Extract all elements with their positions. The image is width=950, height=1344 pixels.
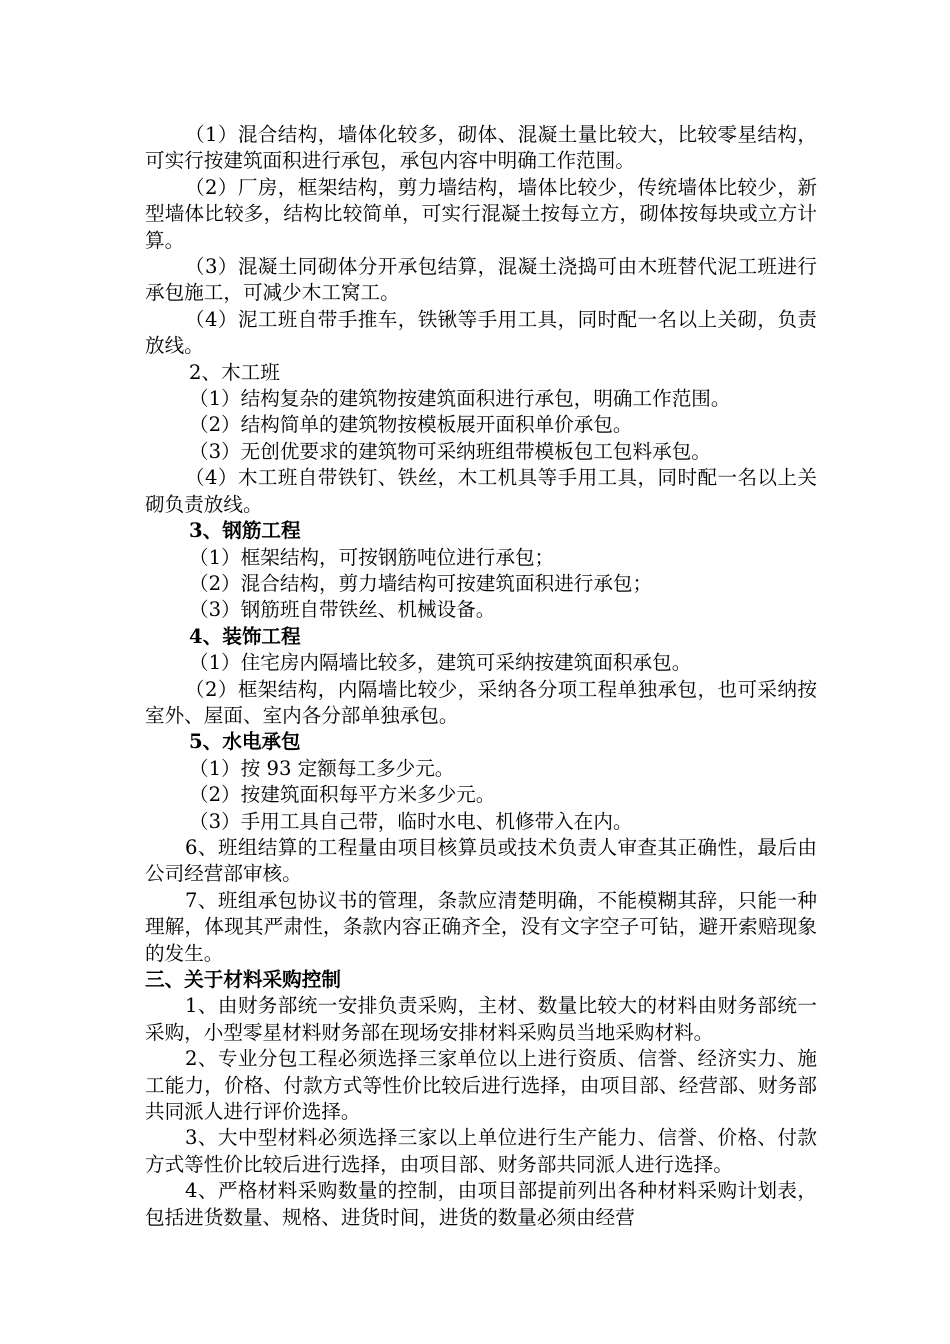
paragraph-carpentry-3: （3）无创优要求的建筑物可采纳班组带模板包工包料承包。 (189, 439, 711, 463)
paragraph-masonry-1: （1）混合结构，墙体化较多，砌体、混凝土量比较大，比较零星结构，可实行按建筑面积进行承包，承包内容中明确工作范围。 (145, 123, 817, 173)
paragraph-rebar-2: （2）混合结构，剪力墙结构可按建筑面积进行承包； (189, 571, 653, 595)
heading-plumbing: 5、水电承包 (189, 730, 301, 754)
paragraph-carpentry-2: （2）结构简单的建筑物按模板展开面积单价承包。 (189, 413, 633, 437)
paragraph-procurement-4: 4、严格材料采购数量的控制，由项目部提前列出各种材料采购计划表，包括进货数量、规格、进货时间，进货的数量必须由经营 (145, 1179, 817, 1229)
paragraph-masonry-2: （2）厂房，框架结构，剪力墙结构，墙体比较少，传统墙体比较少，新型墙体比较多，结构比较简单，可实行混凝土按每立方，砌体按每块或立方计算。 (145, 175, 817, 252)
paragraph-masonry-3: （3）混凝土同砌体分开承包结算，混凝土浇捣可由木班替代泥工班进行承包施工，可减少木工窝工。 (145, 255, 817, 305)
paragraph-plumbing-2: （2）按建筑面积每平方米多少元。 (189, 783, 496, 807)
paragraph-carpentry-1: （1）结构复杂的建筑物按建筑面积进行承包，明确工作范围。 (189, 387, 731, 411)
subheading-carpentry: 2、木工班 (189, 360, 280, 384)
paragraph-rebar-1: （1）框架结构，可按钢筋吨位进行承包； (189, 545, 555, 569)
paragraph-masonry-4: （4）泥工班自带手推车，铁锹等手用工具，同时配一名以上关砌，负责放线。 (145, 307, 817, 358)
paragraph-carpentry-4: （4）木工班自带铁钉、铁丝，木工机具等手用工具，同时配一名以上关砌负责放线。 (145, 466, 817, 516)
document-page (145, 122, 817, 1231)
paragraph-decoration-1: （1）住宅房内隔墙比较多，建筑可采纳按建筑面积承包。 (189, 651, 692, 675)
heading-decoration: 4、装饰工程 (189, 624, 301, 648)
paragraph-decoration-2: （2）框架结构，内隔墙比较少，采纳各分项工程单独承包，也可采纳按室外、屋面、室内各分部单独承包。 (145, 677, 817, 727)
heading-rebar: 3、钢筋工程 (189, 519, 301, 543)
paragraph-procurement-1: 1、由财务部统一安排负责采购，主材、数量比较大的材料由财务部统一采购，小型零星材料财务部在现场安排材料采购员当地采购材料。 (145, 994, 817, 1044)
paragraph-plumbing-3: （3）手用工具自己带，临时水电、机修带入在内。 (189, 809, 633, 833)
paragraph-procurement-3: 3、大中型材料必须选择三家以上单位进行生产能力、信誉、价格、付款方式等性价比较后进行选择，由项目部、财务部共同派人进行选择。 (145, 1126, 817, 1176)
paragraph-procurement-2: 2、专业分包工程必须选择三家单位以上进行资质、信誉、经济实力、施工能力，价格、付款方式等性价比较后进行选择，由项目部、经营部、财务部共同派人进行评价选择。 (145, 1047, 817, 1124)
paragraph-settlement: 6、班组结算的工程量由项目核算员或技术负责人审查其正确性，最后由公司经营部审核。 (145, 835, 817, 886)
paragraph-contract: 7、班组承包协议书的管理，条款应清楚明确，不能模糊其辞，只能一种理解，体现其严肃性，条款内容正确齐全，没有文字空子可钻，避开索赔现象的发生。 (145, 888, 817, 965)
paragraph-rebar-3: （3）钢筋班自带铁丝、机械设备。 (189, 598, 496, 622)
paragraph-plumbing-1: （1）按 93 定额每工多少元。 (189, 756, 455, 780)
section-heading-procurement: 三、关于材料采购控制 (145, 968, 341, 991)
